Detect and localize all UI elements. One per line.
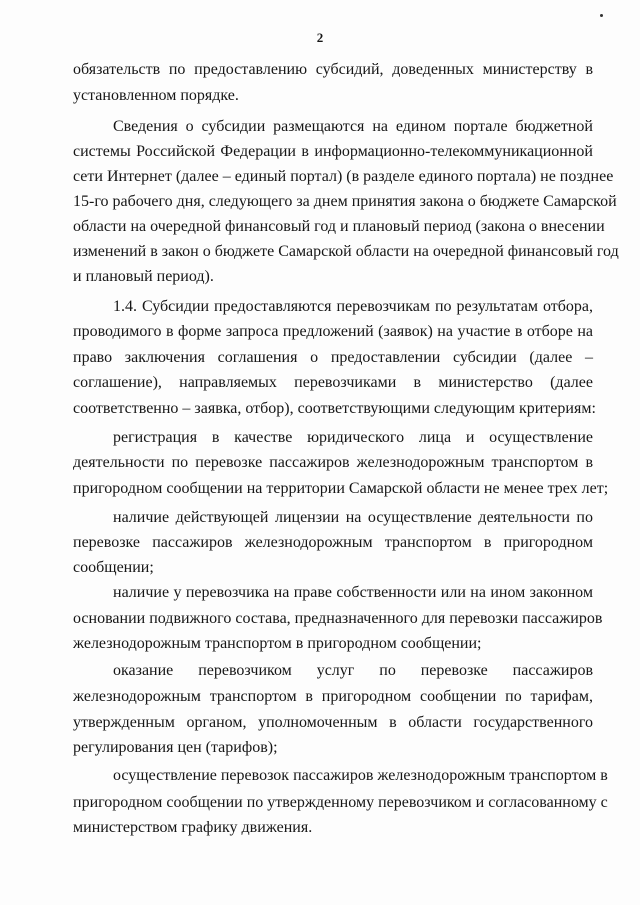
text-line: министерством графику движения. (73, 819, 313, 836)
text-line: Сведения о субсидии размещаются на едином портале бюджетной (113, 118, 593, 135)
text-line: 15-го рабочего дня, следующего за днем принятия закона о бюджете Самарской (73, 193, 617, 210)
text-line: соглашение), направляемых перевозчиками в министерство (далее (73, 374, 593, 391)
text-line: сообщении; (73, 559, 154, 576)
text-line: железнодорожным транспортом в пригородном сообщении; (73, 635, 482, 652)
text-line: и плановый период). (73, 268, 214, 285)
text-line: сети Интернет (далее – единый портал) (в разделе единого портала) не позднее (73, 168, 614, 185)
text-line: обязательств по предоставлению субсидий, доведенных министерству в (73, 61, 593, 78)
text-line: основании подвижного состава, предназначенного для перевозки пассажиров (73, 610, 603, 627)
text-line: наличие действующей лицензии на осуществление деятельности по (113, 509, 593, 526)
text-line: железнодорожным транспортом в пригородном сообщении по тарифам, (73, 688, 593, 705)
text-line: проводимого в форме запроса предложений (заявок) на участие в отборе на (73, 323, 593, 340)
text-line: изменений в закон о бюджете Самарской области на очередной финансовый год (73, 243, 619, 260)
text-line: оказание перевозчиком услуг по перевозке пассажиров (113, 662, 593, 679)
text-line: регистрация в качестве юридического лица и осуществление (113, 429, 593, 446)
text-line: пригородном сообщении на территории Самарской области не менее трех лет; (73, 480, 609, 497)
text-line: право заключения соглашения о предоставлении субсидии (далее – (73, 349, 593, 366)
text-line: перевозке пассажиров железнодорожным транспортом в пригородном (73, 534, 593, 551)
text-line: системы Российской Федерации в информационно-телекоммуникационной (73, 143, 593, 160)
text-line: 1.4. Субсидии предоставляются перевозчикам по результатам отбора, (113, 298, 593, 315)
text-line: установленном порядке. (73, 87, 239, 104)
text-line: деятельности по перевозке пассажиров железнодорожным транспортом в (73, 454, 593, 471)
text-line: соответственно – заявка, отбор), соответствующими следующим критериям: (73, 400, 596, 417)
text-line: пригородном сообщении по утвержденному перевозчиком и согласованному с (73, 794, 608, 811)
scan-speck (600, 14, 603, 17)
text-line: осуществление перевозок пассажиров железнодорожным транспортом в (113, 767, 608, 784)
page-number: 2 (316, 30, 324, 45)
text-line: утвержденным органом, уполномоченным в области государственного (73, 714, 593, 731)
text-line: области на очередной финансовый год и плановый период (закона о внесении (73, 218, 605, 235)
text-line: наличие у перевозчика на праве собственности или на ином законном (113, 584, 593, 601)
text-line: регулирования цен (тарифов); (73, 739, 278, 756)
